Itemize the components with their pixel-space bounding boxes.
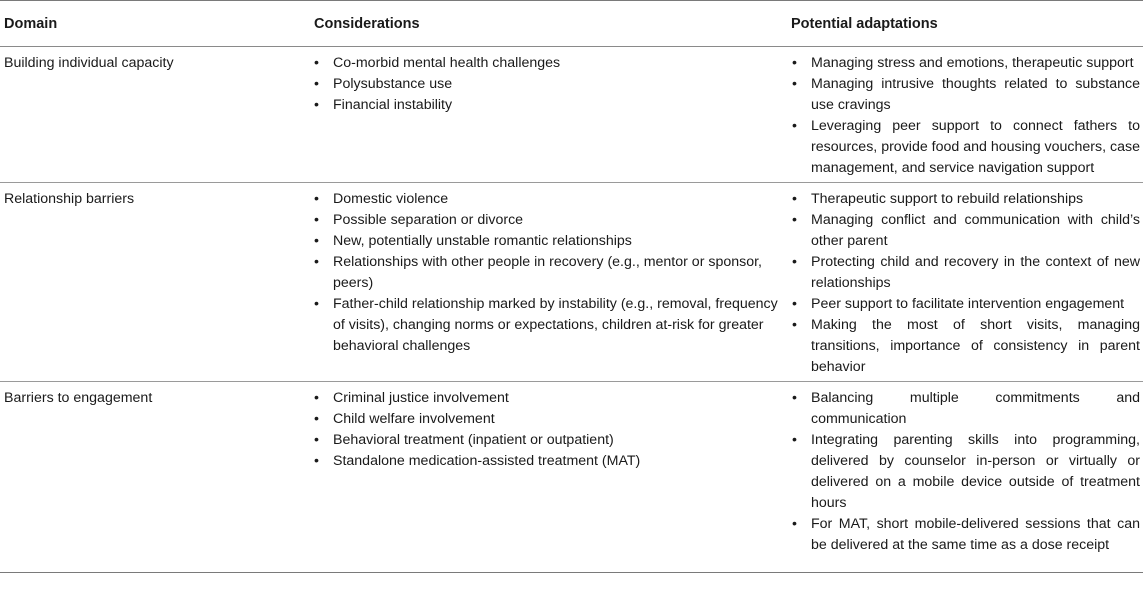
domain-cell: Relationship barriers [0,183,310,382]
table-row [0,382,1143,573]
list-item: • Child welfare involvement [313,409,787,430]
considerations-list [313,53,787,116]
list-item: • Domestic violence [313,189,787,210]
table-body [0,47,1143,573]
list-item: • Integrating parenting skills into programming, delivered by counselor in-person or virtually or delivered on a mobile device outside of treatment hours [791,430,1143,514]
adaptations-cell [787,382,1143,573]
adaptations-cell [787,47,1143,183]
list-item: • Criminal justice involvement [313,388,787,409]
list-item: • Peer support to facilitate intervention engagement [791,294,1143,315]
list-item: • Relationships with other people in recovery (e.g., mentor or sponsor, peers) [313,252,787,294]
list-item: • For MAT, short mobile-delivered sessions that can be delivered at the same time as a dose receipt [791,514,1143,556]
header-considerations: Considerations [310,1,787,47]
list-item: • Managing stress and emotions, therapeutic support [791,53,1143,74]
considerations-cell [310,382,787,573]
domain-cell: Barriers to engagement [0,382,310,573]
domain-cell: Building individual capacity [0,47,310,183]
list-item: • Possible separation or divorce [313,210,787,231]
table-row [0,183,1143,382]
table-header [0,1,1143,47]
list-item: • Making the most of short visits, managing transitions, importance of consistency in parent behavior [791,315,1143,378]
list-item: • Co-morbid mental health challenges [313,53,787,74]
list-item: • Managing conflict and communication with child’s other parent [791,210,1143,252]
list-item: • Therapeutic support to rebuild relationships [791,189,1143,210]
header-adaptations: Potential adaptations [787,1,1143,47]
considerations-list [313,388,787,472]
adaptations-cell [787,183,1143,382]
adaptations-list [791,189,1143,378]
list-item: • Father-child relationship marked by instability (e.g., removal, frequency of visits), changing norms or expectations, children at-risk for greater behavioral challenges [313,294,787,357]
list-item: • Polysubstance use [313,74,787,95]
list-item: • Financial instability [313,95,787,116]
considerations-cell [310,183,787,382]
list-item: • Protecting child and recovery in the context of new relationships [791,252,1143,294]
header-domain: Domain [0,1,310,47]
list-item: • Behavioral treatment (inpatient or outpatient) [313,430,787,451]
considerations-cell [310,47,787,183]
list-item: • Managing intrusive thoughts related to substance use cravings [791,74,1143,116]
list-item: • New, potentially unstable romantic relationships [313,231,787,252]
list-item: • Leveraging peer support to connect fathers to resources, provide food and housing vouchers, case management, and service navigation support [791,116,1143,179]
considerations-list [313,189,787,357]
list-item: • Balancing multiple commitments and communication [791,388,1143,430]
header-row [0,1,1143,47]
adaptations-list [791,53,1143,179]
adaptations-list [791,388,1143,556]
list-item: • Standalone medication-assisted treatment (MAT) [313,451,787,472]
table-row [0,47,1143,183]
